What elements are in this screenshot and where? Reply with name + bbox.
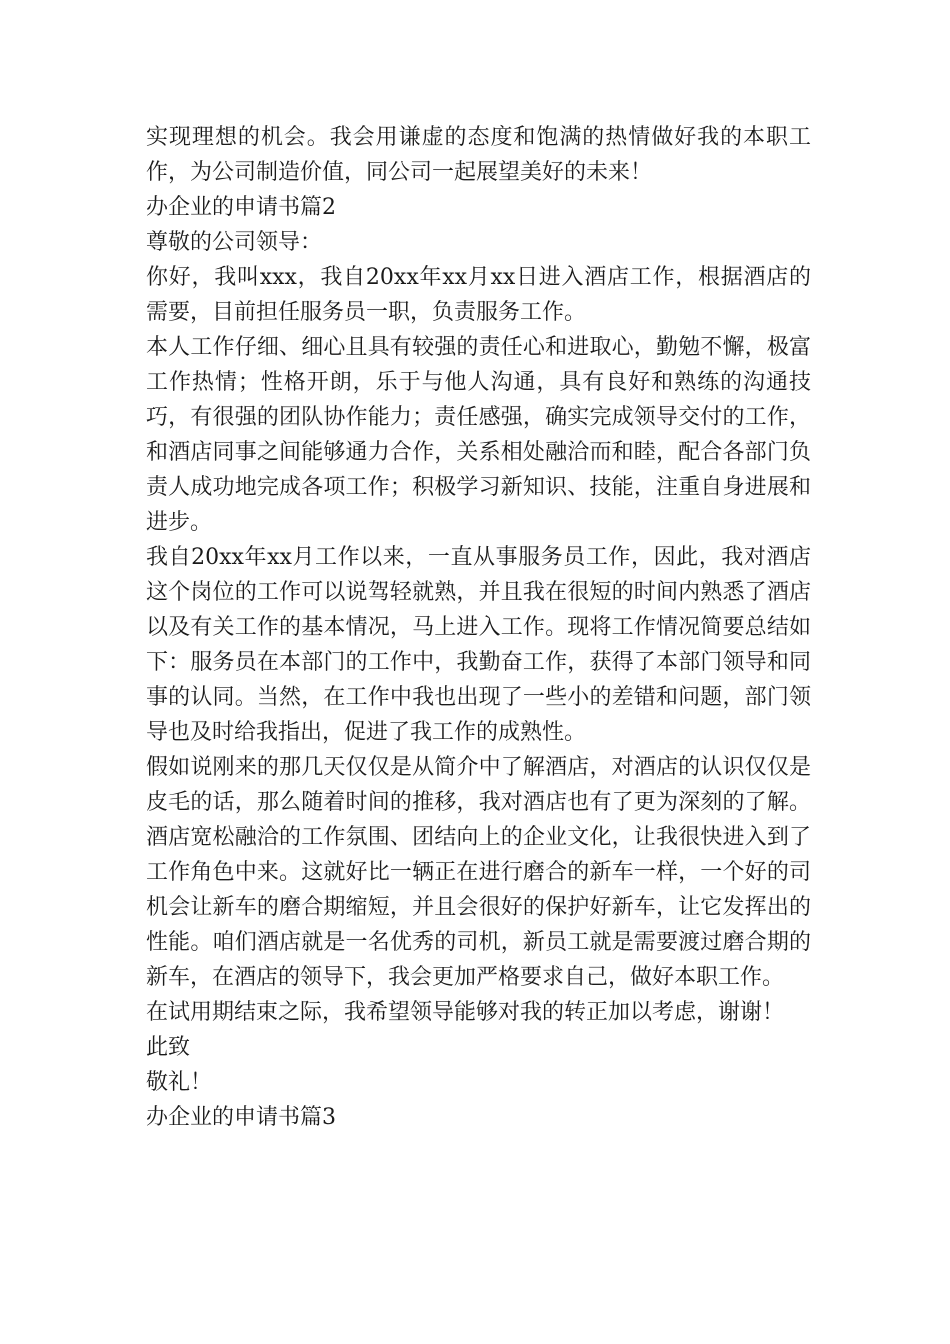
salutation: 尊敬的公司领导： bbox=[146, 230, 323, 255]
paragraph-work-summary: 我自20xx年xx月工作以来，一直从事服务员工作，因此，我对酒店这个岗位的工作可以说驾轻就熟，并且我在很短的时间内熟悉了酒店以及有关工作的基本情况，马上进入工作。现将工作情况简要总结如下：服务员在本部门的工作中，我勤奋工作，获得了本部门领导和同事的认同。当然，在工作中我也出现了一些小的差错和问题，部门领导也及时给我指出，促进了我工作的成熟性。 bbox=[146, 545, 811, 745]
paragraph-self-description: 本人工作仔细、细心且具有较强的责任心和进取心，勤勉不懈，极富工作热情；性格开朗，乐于与他人沟通，具有良好和熟练的沟通技巧，有很强的团队协作能力；责任感强，确实完成领导交付的工作，和酒店同事之间能够通力合作，关系相处融洽而和睦，配合各部门负责人成功地完成各项工作；积极学习新知识、技能，注重自身进展和进步。 bbox=[146, 335, 811, 535]
document-body bbox=[146, 120, 811, 1135]
paragraph-request: 在试用期结束之际，我希望领导能够对我的转正加以考虑，谢谢！ bbox=[146, 1000, 785, 1025]
section-heading-3: 办企业的申请书篇3 bbox=[146, 1105, 336, 1130]
closing-cizhi: 此致 bbox=[146, 1035, 191, 1060]
paragraph-closing-previous: 实现理想的机会。我会用谦虚的态度和饱满的热情做好我的本职工作，为公司制造价值，同公司一起展望美好的未来！ bbox=[146, 125, 811, 185]
closing-jingli: 敬礼！ bbox=[146, 1070, 213, 1095]
paragraph-understanding: 假如说刚来的那几天仅仅是从简介中了解酒店，对酒店的认识仅仅是皮毛的话，那么随着时间的推移，我对酒店也有了更为深刻的了解。酒店宽松融洽的工作氛围、团结向上的企业文化，让我很快进入到了工作角色中来。这就好比一辆正在进行磨合的新车一样，一个好的司机会让新车的磨合期缩短，并且会很好的保护好新车，让它发挥出的性能。咱们酒店就是一名优秀的司机，新员工就是需要渡过磨合期的新车，在酒店的领导下，我会更加严格要求自己，做好本职工作。 bbox=[146, 755, 811, 990]
section-heading-2: 办企业的申请书篇2 bbox=[146, 195, 336, 220]
paragraph-intro: 你好，我叫xxx，我自20xx年xx月xx日进入酒店工作，根据酒店的需要，目前担任服务员一职，负责服务工作。 bbox=[146, 265, 811, 325]
